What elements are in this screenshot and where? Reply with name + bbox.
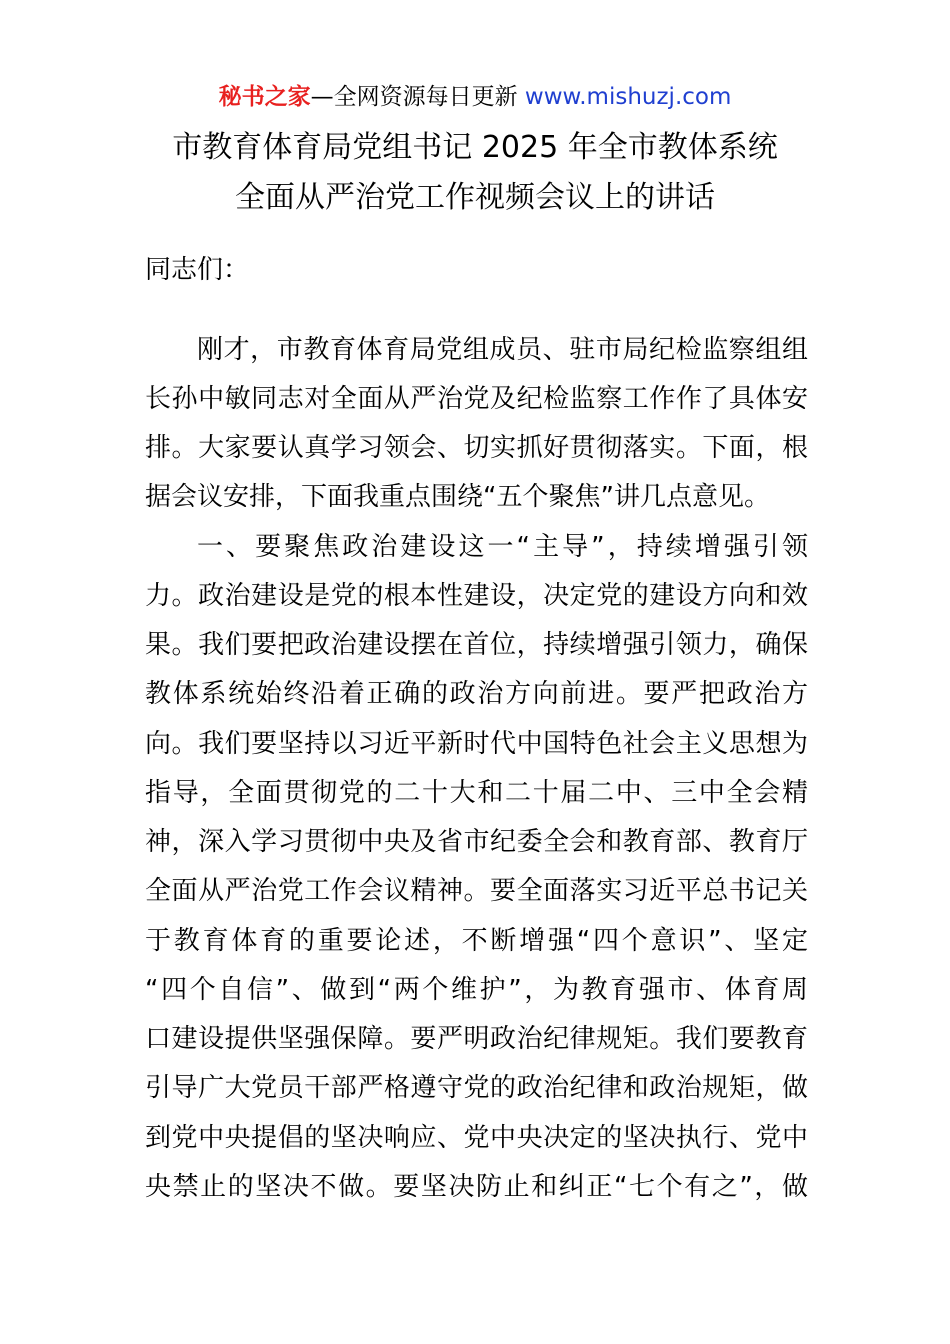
body-line: 指导，全面贯彻党的二十大和二十届二中、三中全会精 bbox=[145, 778, 808, 808]
body-line: 力。政治建设是党的根本性建设，决定党的建设方向和效 bbox=[145, 581, 808, 611]
body-line: 全面从严治党工作会议精神。要全面落实习近平总书记关 bbox=[145, 876, 808, 906]
salutation: 同志们： bbox=[145, 255, 250, 285]
body-line: 长孙中敏同志对全面从严治党及纪检监察工作作了具体安 bbox=[145, 384, 808, 414]
body-line: 向。我们要坚持以习近平新时代中国特色社会主义思想为 bbox=[145, 729, 808, 759]
body-line: 教体系统始终沿着正确的政治方向前进。要严把政治方 bbox=[145, 679, 808, 709]
body-line: 据会议安排，下面我重点围绕“五个聚焦”讲几点意见。 bbox=[145, 482, 770, 512]
site-header bbox=[0, 80, 950, 114]
brand-name: 秘书之家 bbox=[218, 84, 311, 110]
body-line: 排。大家要认真学习领会、切实抓好贯彻落实。下面，根 bbox=[145, 433, 808, 463]
body-line: 果。我们要把政治建设摆在首位，持续增强引领力，确保 bbox=[145, 630, 808, 660]
body-line: 神，深入学习贯彻中央及省市纪委全会和教育部、教育厅 bbox=[145, 827, 808, 857]
body-line: 于教育体育的重要论述，不断增强“四个意识”、坚定 bbox=[145, 926, 808, 956]
body-line: “四个自信”、做到“两个维护”，为教育强市、体育周 bbox=[145, 975, 808, 1005]
body-line: 央禁止的坚决不做。要坚决防止和纠正“七个有之”，做 bbox=[145, 1172, 808, 1202]
body-line: 刚才，市教育体育局党组成员、驻市局纪检监察组组 bbox=[197, 335, 808, 365]
document-title-line-1: 市教育体育局党组书记 2025 年全市教体系统 bbox=[172, 130, 778, 165]
body-line: 口建设提供坚强保障。要严明政治纪律规矩。我们要教育 bbox=[145, 1024, 808, 1054]
header-tagline: —全网资源每日更新 bbox=[310, 84, 525, 110]
body-line: 到党中央提倡的坚决响应、党中央决定的坚决执行、党中 bbox=[145, 1123, 808, 1153]
section-heading: 一、要聚焦政治建设这一“主导”，持续增强引领 bbox=[197, 532, 808, 562]
body-line: 引导广大党员干部严格遵守党的政治纪律和政治规矩，做 bbox=[145, 1073, 808, 1103]
document-title-line-2: 全面从严治党工作视频会议上的讲话 bbox=[235, 180, 715, 215]
site-url-link[interactable]: www.mishuzj.com bbox=[524, 84, 732, 110]
